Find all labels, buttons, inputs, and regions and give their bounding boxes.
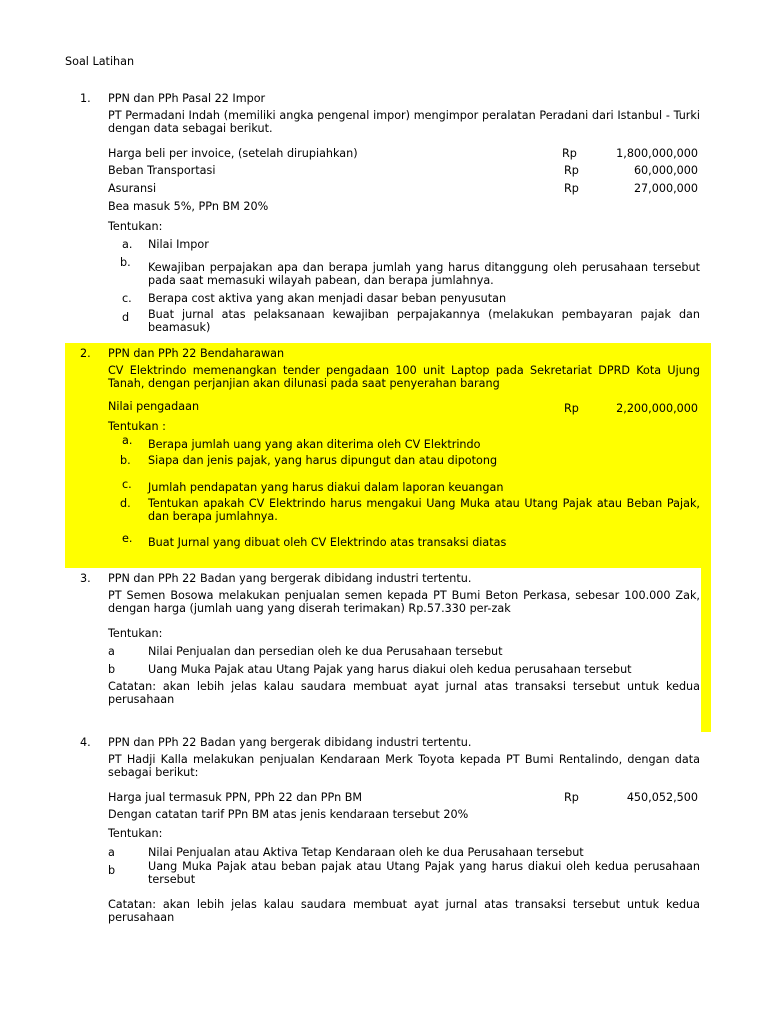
data-row-label: Harga jual termasuk PPN, PPh 22 dan PPn BM: [108, 791, 363, 804]
item-letter: e.: [122, 532, 133, 545]
item-text: Nilai Penjualan dan persedian oleh ke dua Perusahaan tersebut: [148, 645, 503, 658]
item-text: Siapa dan jenis pajak, yang harus dipungut dan atau dipotong: [148, 454, 498, 467]
question-title: PPN dan PPh Pasal 22 Impor: [108, 92, 266, 105]
item-text: Uang Muka Pajak atau beban pajak atau Utang Pajak yang harus diakui oleh kedua perusahaan tersebut: [148, 860, 700, 886]
item-text: Nilai Penjualan atau Aktiva Tetap Kendaraan oleh ke dua Perusahaan tersebut: [148, 846, 584, 859]
question-title: PPN dan PPh 22 Badan yang bergerak dibidang industri tertentu.: [108, 736, 472, 749]
item-letter: a.: [122, 238, 133, 251]
question-number: 1.: [80, 92, 91, 105]
currency-label: Rp: [564, 182, 579, 195]
question-description: PT Semen Bosowa melakukan penjualan semen kepada PT Bumi Beton Perkasa, sebesar 100.000 Zak, dengan harga (jumlah uang yang diserah terimakan) Rp.57.330 per-zak: [108, 589, 700, 615]
page-title: Soal Latihan: [65, 55, 135, 68]
item-text: Tentukan apakah CV Elektrindo harus mengakui Uang Muka atau Utang Pajak atau Beban Pajak, dan berapa jumlahnya.: [148, 497, 700, 523]
tentukan-label: Tentukan:: [108, 827, 163, 840]
item-letter: c.: [122, 292, 132, 305]
amount-value: 27,000,000: [633, 182, 698, 195]
item-letter: b: [108, 864, 116, 877]
item-text: Kewajiban perpajakan apa dan berapa jumlah yang harus ditanggung oleh perusahaan tersebut pada saat memasuki wilayah pabean, dan berapa jumlahnya.: [148, 261, 700, 287]
tentukan-label: Tentukan:: [108, 220, 163, 233]
currency-label: Rp: [564, 164, 579, 177]
item-text: Nilai Impor: [148, 238, 209, 251]
item-letter: d: [122, 311, 130, 324]
amount-value: 1,800,000,000: [616, 147, 698, 160]
tentukan-label: Tentukan:: [108, 627, 163, 640]
item-letter: a.: [122, 434, 133, 447]
currency-label: Rp: [564, 791, 579, 804]
question-title: PPN dan PPh 22 Badan yang bergerak dibidang industri tertentu.: [108, 572, 472, 585]
item-text: Jumlah pendapatan yang harus diakui dalam laporan keuangan: [148, 481, 504, 494]
note-text: Bea masuk 5%, PPn BM 20%: [108, 200, 269, 213]
question-description: PT Hadji Kalla melakukan penjualan Kendaraan Merk Toyota kepada PT Bumi Rentalindo, dengan data sebagai berikut:: [108, 753, 700, 779]
item-text: Uang Muka Pajak atau Utang Pajak yang harus diakui oleh kedua perusahaan tersebut: [148, 663, 632, 676]
data-row-label: Beban Transportasi: [108, 164, 216, 177]
currency-label: Rp: [564, 402, 579, 415]
data-row-label: Asuransi: [108, 182, 157, 195]
item-text: Buat Jurnal yang dibuat oleh CV Elektrindo atas transaksi diatas: [148, 536, 507, 549]
item-text: Berapa cost aktiva yang akan menjadi dasar beban penyusutan: [148, 292, 507, 305]
amount-value: 60,000,000: [633, 164, 698, 177]
question-number: 4.: [80, 736, 91, 749]
note-text: Catatan: akan lebih jelas kalau saudara membuat ayat jurnal atas transaksi tersebut untuk kedua perusahaan: [108, 680, 700, 706]
item-text: Berapa jumlah uang yang akan diterima oleh CV Elektrindo: [148, 438, 481, 451]
question-description: PT Permadani Indah (memiliki angka pengenal impor) mengimpor peralatan Peradani dari Istanbul - Turki dengan data sebagai berikut.: [108, 109, 700, 135]
item-text: Buat jurnal atas pelaksanaan kewajiban perpajakannya (melakukan pembayaran pajak dan beamasuk): [148, 308, 700, 334]
item-letter: a: [108, 846, 115, 859]
amount-value: 2,200,000,000: [616, 402, 698, 415]
question-title: PPN dan PPh 22 Bendaharawan: [108, 347, 285, 360]
item-letter: b.: [120, 454, 131, 467]
highlight-strip: [701, 568, 711, 732]
amount-value: 450,052,500: [626, 791, 698, 804]
currency-label: Rp: [562, 147, 577, 160]
question-number: 3.: [80, 572, 91, 585]
item-letter: b.: [120, 256, 131, 269]
note-text: Catatan: akan lebih jelas kalau saudara membuat ayat jurnal atas transaksi tersebut untuk kedua perusahaan: [108, 898, 700, 924]
item-letter: d.: [120, 497, 131, 510]
tentukan-label: Tentukan :: [108, 420, 166, 433]
item-letter: b: [108, 663, 116, 676]
item-letter: c.: [122, 478, 132, 491]
note-text: Dengan catatan tarif PPn BM atas jenis kendaraan tersebut 20%: [108, 808, 469, 821]
item-letter: a: [108, 645, 115, 658]
data-row-label: Harga beli per invoice, (setelah dirupiahkan): [108, 147, 358, 160]
question-description: CV Elektrindo memenangkan tender pengadaan 100 unit Laptop pada Sekretariat DPRD Kota Ujung Tanah, dengan perjanjian akan dilunasi pada saat penyerahan barang: [108, 364, 700, 390]
data-row-label: Nilai pengadaan: [108, 400, 200, 413]
question-number: 2.: [80, 347, 91, 360]
